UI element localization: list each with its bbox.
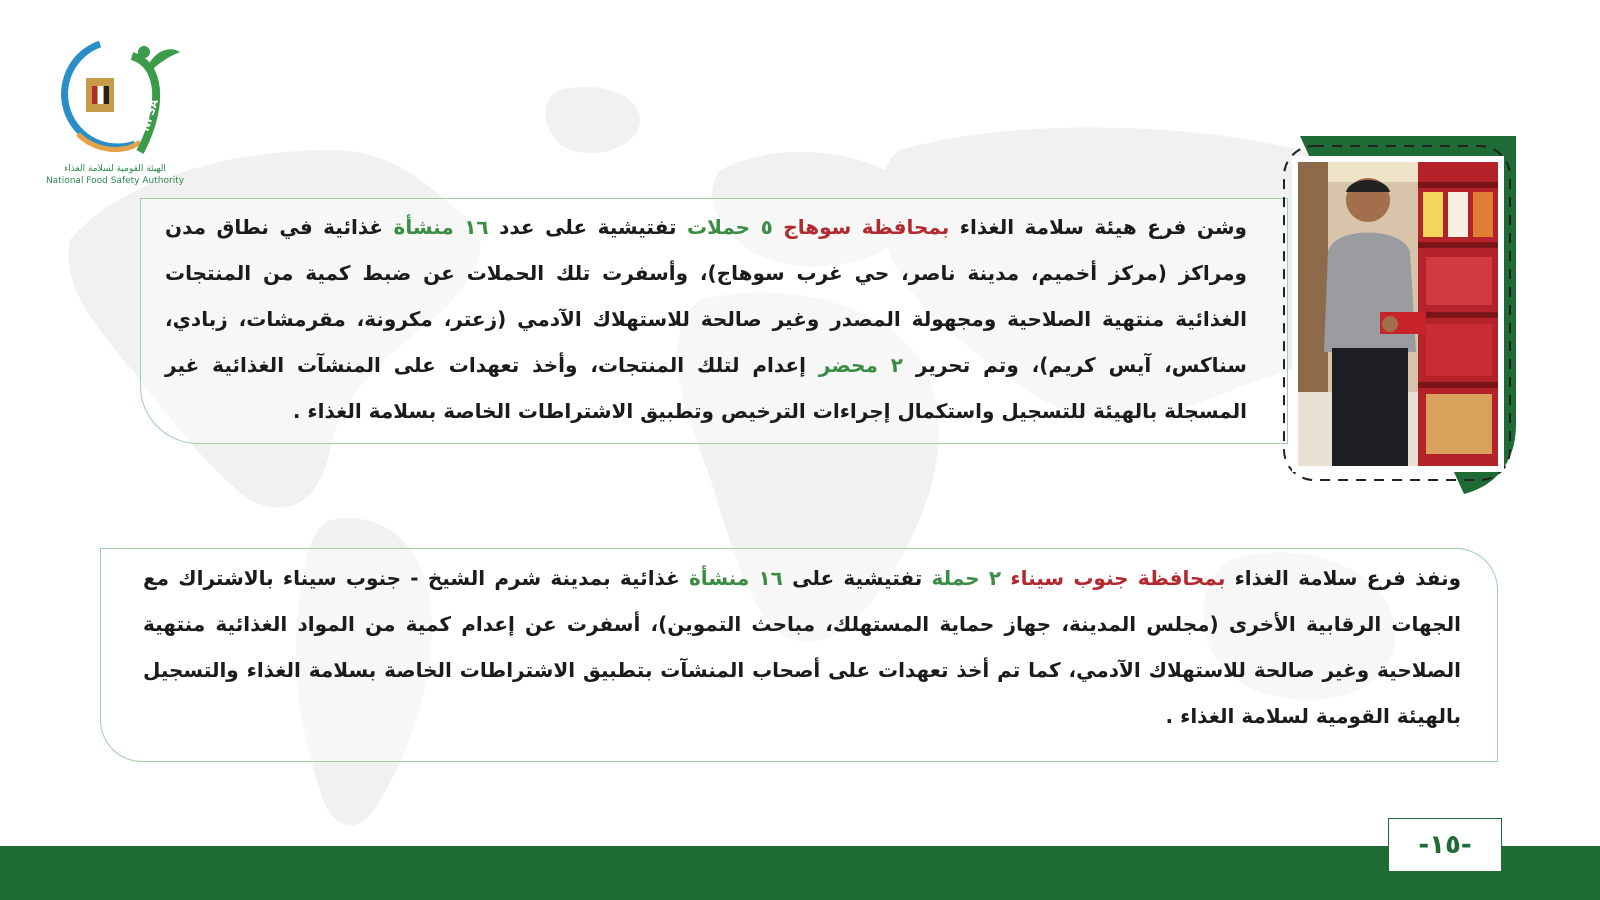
highlight-red: بمحافظة جنوب سيناء xyxy=(1010,566,1226,590)
highlight-red: بمحافظة سوهاج xyxy=(783,215,950,239)
paragraph-text: وشن فرع هيئة سلامة الغذاء xyxy=(949,215,1247,239)
inspector-photo xyxy=(1298,162,1498,466)
highlight-green: ١٦ منشأة xyxy=(689,566,783,590)
nfsa-logo xyxy=(40,34,190,194)
paragraph-text xyxy=(773,215,783,239)
photo-card xyxy=(1264,134,1552,496)
section-sohag xyxy=(140,198,1288,444)
highlight-green: ٥ حملات xyxy=(686,215,773,239)
svg-text:NFSA: NFSA xyxy=(138,97,162,133)
paragraph-text: تفتيشية على xyxy=(782,566,932,590)
highlight-green: ٢ حملة xyxy=(931,566,1002,590)
page-number: -١٥- xyxy=(1388,818,1502,872)
inspector-photo-image xyxy=(1298,162,1498,466)
nfsa-logo-icon xyxy=(40,34,190,164)
section-paragraph xyxy=(143,555,1461,739)
logo-name-arabic: الهيئة القومية لسلامة الغذاء xyxy=(64,164,166,174)
paragraph-text: تفتيشية على عدد xyxy=(488,215,687,239)
section-south-sinai xyxy=(100,548,1498,762)
highlight-green: ١٦ منشأة xyxy=(393,215,489,239)
paragraph-text: إعدام لتلك المنتجات، وأخذ تعهدات على المنشآت الغذائية غير المسجلة بالهيئة للتسجيل واستكمال إجراءات الترخيص وتطبيق الاشتراطات الخاصة بسلامة الغذاء . xyxy=(165,353,1247,423)
paragraph-text xyxy=(1001,566,1010,590)
paragraph-text: ونفذ فرع سلامة الغذاء xyxy=(1225,566,1462,590)
paragraph-text: غذائية بمدينة شرم الشيخ - جنوب سيناء بالاشتراك مع الجهات الرقابية الأخرى (مجلس المدينة، جهاز حماية المستهلك، مباحث التموين)، أسفرت عن إعدام كمية من المواد الغذائية منتهية الصلاحية وغير صالحة للاستهلاك الآدمي، كما تم أخذ تعهدات على أصحاب المنشآت بتطبيق الاشتراطات الخاصة بسلامة الغذاء والتسجيل بالهيئة القومية لسلامة الغذاء . xyxy=(143,566,1461,728)
highlight-green: ٢ محضر xyxy=(818,353,903,377)
footer-bar xyxy=(0,846,1600,900)
section-paragraph xyxy=(165,204,1247,434)
paragraph-text: غذائية في نطاق مدن ومراكز (مركز أخميم، مدينة ناصر، حي غرب سوهاج)، وأسفرت تلك الحملات عن ضبط كمية من المنتجات الغذائية منتهية الصلاحية ومجهولة المصدر وغير صالحة للاستهلاك الآدمي (زعتر، مكرونة، مقرمشات، زبادي، سناكس، آيس كريم)، وتم تحرير xyxy=(165,215,1247,377)
logo-name-english: National Food Safety Authority xyxy=(45,176,185,186)
